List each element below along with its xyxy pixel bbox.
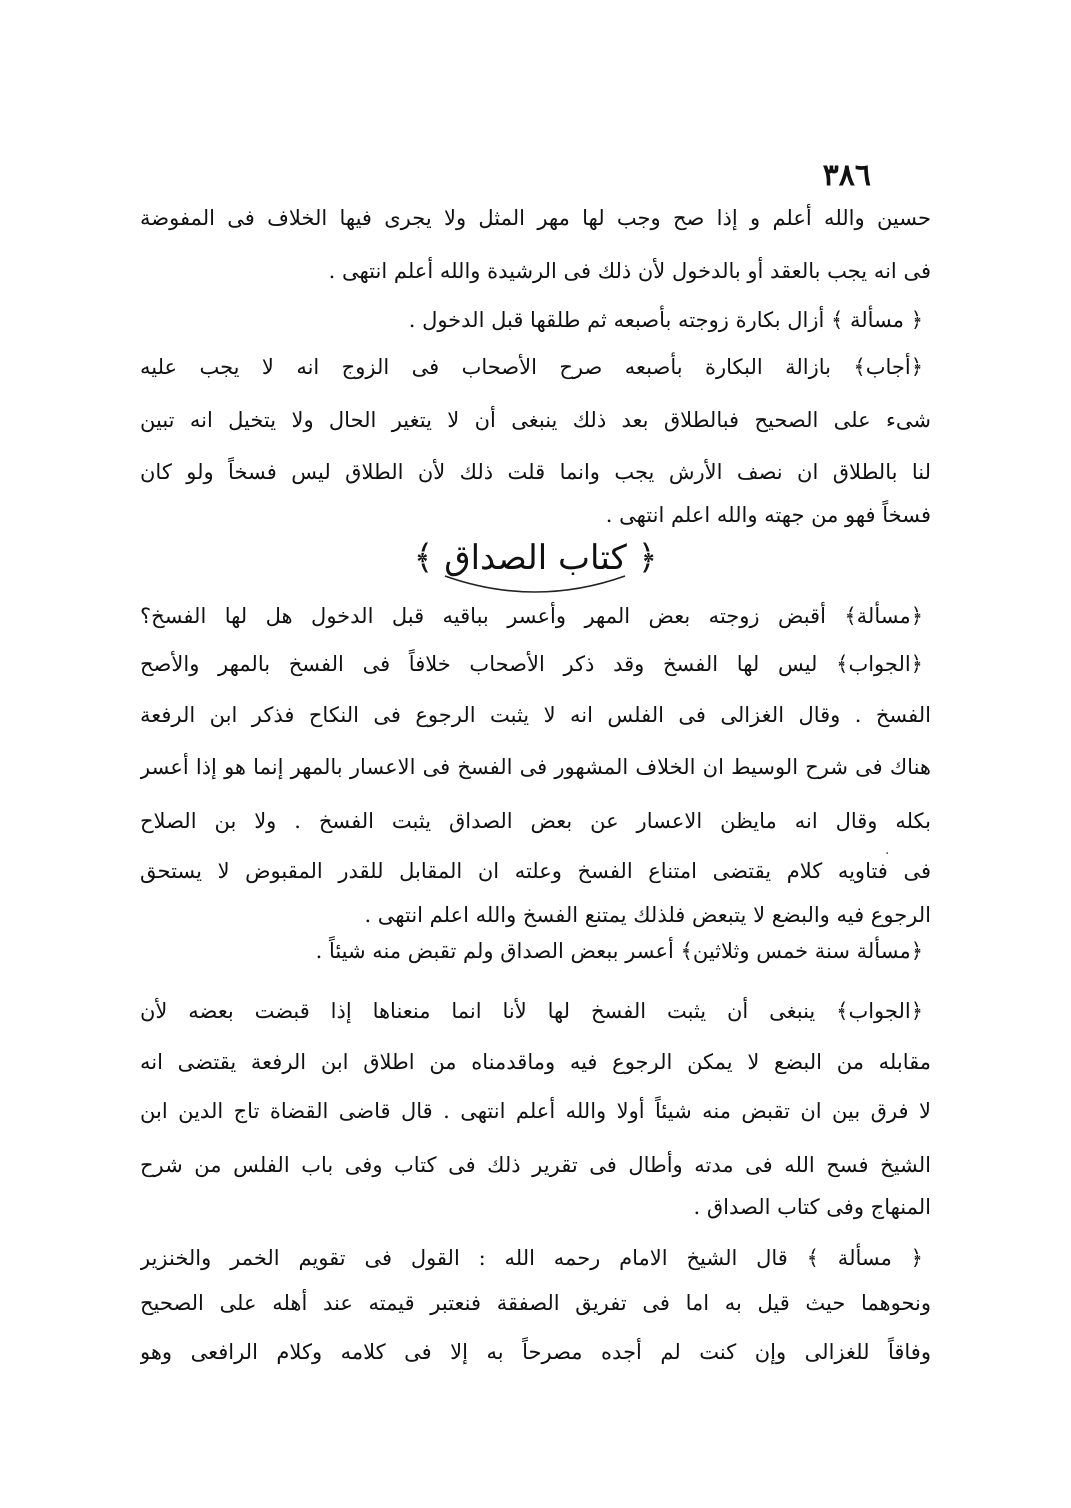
- body-text: [140, 0, 931, 1508]
- answer-line: ﴿الجواب﴾ ينبغى أن يثبت الفسخ لها لأنا انما منعناها إذا قبضت بعضه لأن: [140, 999, 923, 1023]
- text-line: حسين والله أعلم و إذا صح وجب لها مهر المثل ولا يجرى فيها الخلاف فى المفوضة: [140, 206, 931, 230]
- question-line: ﴿مسألة سنة خمس وثلاثين﴾ أعسر ببعض الصداق ولم تقبض منه شيئاً .: [315, 939, 923, 963]
- chapter-title: ﴿ كتاب الصداق ﴾: [413, 538, 658, 578]
- text-line: وفاقاً للغزالى وإن كنت لم أجده مصرحاً به إلا فى كلامه وكلام الرافعى وهو: [140, 1340, 931, 1364]
- answer-line: ﴿أجاب﴾ بازالة البكارة بأصبعه صرح الأصحاب فى الزوج انه لا يجب عليه: [140, 355, 923, 379]
- text-line: هناك فى شرح الوسيط ان الخلاف المشهور فى الفسخ فى الاعسار بالمهر إنما هو إذا أعسر: [140, 755, 931, 779]
- question-line: ﴿ مسألة ﴾ قال الشيخ الامام رحمه الله : القول فى تقويم الخمر والخنزير: [140, 1246, 923, 1270]
- text-line: فسخاً فهو من جهته والله اعلم انتهى .: [605, 503, 931, 527]
- text-line: ونحوهما حيث قيل به اما فى تفريق الصفقة فنعتبر قيمته عند أهله على الصحيح: [140, 1291, 931, 1315]
- text-line: فى فتاويه كلام يقتضى امتناع الفسخ وعلته ان المقابل للقدر المقبوض لا يستحق: [140, 859, 931, 883]
- margin-mark: ·: [885, 846, 890, 862]
- question-line: ﴿ مسألة ﴾ أزال بكارة زوجته بأصبعه ثم طلقها قبل الدخول .: [408, 308, 923, 332]
- text-line: لنا بالطلاق ان نصف الأرش يجب وانما قلت ذلك لأن الطلاق ليس فسخاً ولو كان: [140, 460, 931, 484]
- page-number: ٣٨٦: [822, 158, 871, 193]
- text-line: لا فرق بين ان تقبض منه شيئاً أولا والله أعلم انتهى . قال قاضى القضاة تاج الدين ابن: [140, 1099, 931, 1123]
- title-ornament: [435, 572, 635, 602]
- text-line: فى انه يجب بالعقد أو بالدخول لأن ذلك فى الرشيدة والله أعلم انتهى .: [328, 259, 931, 283]
- text-line: مقابله من البضع لا يمكن الرجوع فيه وماقدمناه من اطلاق ابن الرفعة يقتضى انه: [140, 1050, 931, 1074]
- answer-line: ﴿الجواب﴾ ليس لها الفسخ وقد ذكر الأصحاب خلافاً فى الفسخ بالمهر والأصح: [140, 652, 923, 676]
- text-line: الرجوع فيه والبضع لا يتبعض فلذلك يمتنع الفسخ والله اعلم انتهى .: [364, 903, 931, 927]
- text-line: الشيخ فسح الله فى مدته وأطال فى تقرير ذلك فى كتاب وفى باب الفلس من شرح: [140, 1153, 931, 1177]
- text-line: شىء على الصحيح فبالطلاق بعد ذلك ينبغى أن لا يتغير الحال ولا يتخيل انه تبين: [140, 408, 931, 432]
- text-line: بكله وقال انه مايظن الاعسار عن بعض الصداق يثبت الفسخ . ولا بن الصلاح: [140, 809, 931, 833]
- text-line: الفسخ . وقال الغزالى فى الفلس انه لا يثبت الرجوع فى النكاح فذكر ابن الرفعة: [140, 703, 931, 727]
- question-line: ﴿مسألة﴾ أقبض زوجته بعض المهر وأعسر بباقيه قبل الدخول هل لها الفسخ؟: [140, 604, 923, 628]
- text-line: المنهاج وفى كتاب الصداق .: [693, 1195, 931, 1219]
